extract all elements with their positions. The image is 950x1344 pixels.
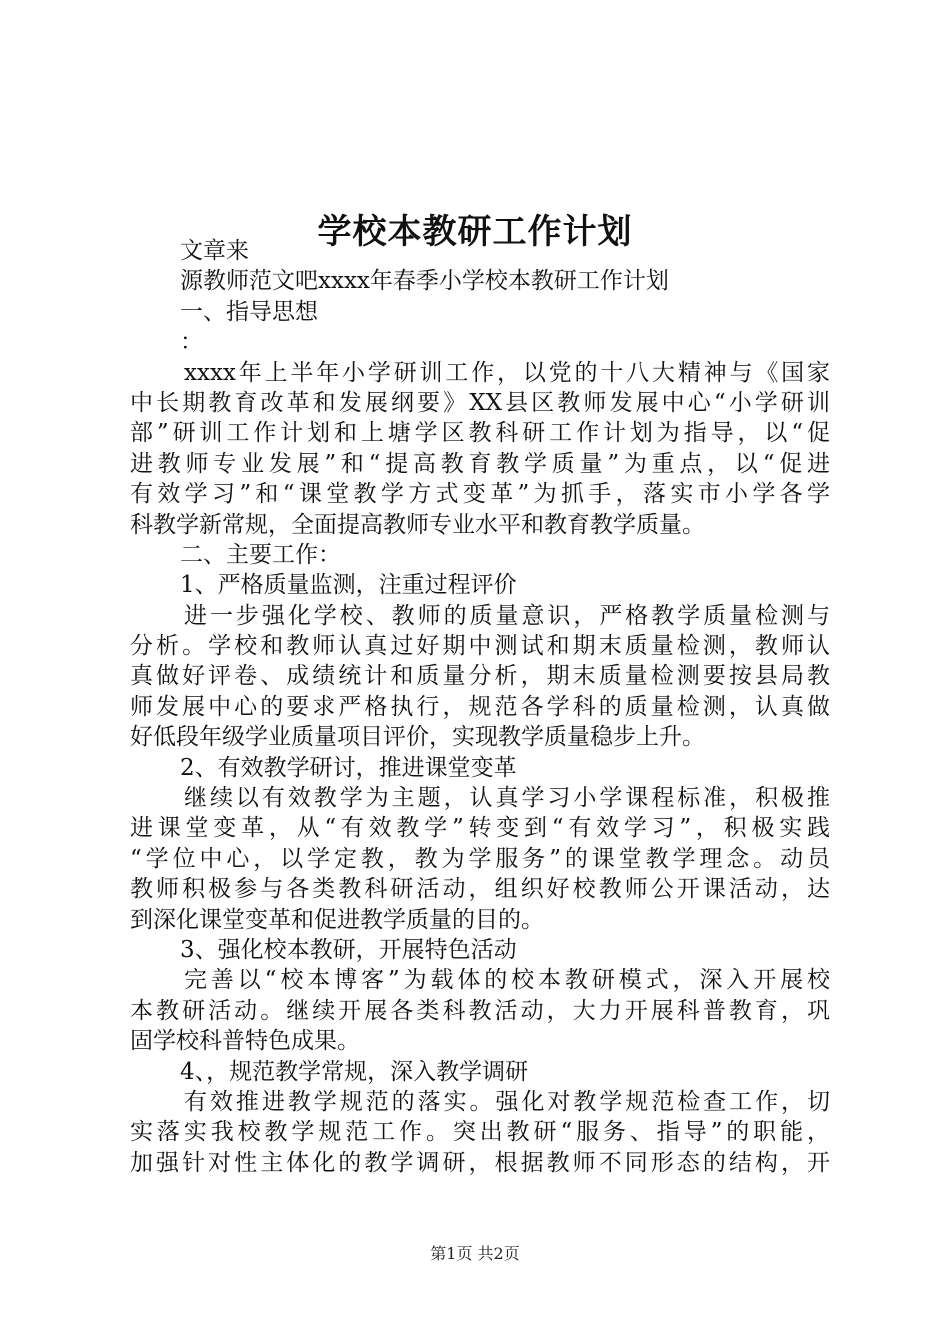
- paragraph-line: 师发展中心的要求严格执行，规范各学科的质量检测，认真做: [130, 693, 830, 720]
- subsection-heading: 2、有效教学研讨，推进课堂变革: [180, 754, 517, 781]
- body-line: 文章来: [180, 238, 249, 264]
- paragraph-line: 有效学习”和“课堂教学方式变革”为抓手，落实市小学各学: [130, 481, 830, 508]
- document-title: 学校本教研工作计划: [317, 211, 633, 252]
- paragraph-line: 实落实我校教学规范工作。突出教研“服务、指导”的职能，: [130, 1119, 830, 1146]
- paragraph-line: 进教师专业发展”和“提高教育教学质量”为重点，以“促进: [130, 450, 830, 477]
- paragraph-line: 中长期教育改革和发展纲要》XX县区教师发展中心“小学研训: [130, 389, 830, 416]
- body-line: 源教师范文吧xxxx年春季小学校本教研工作计划: [180, 268, 669, 295]
- paragraph-line: 完善以“校本博客”为载体的校本教研模式，深入开展校: [184, 967, 830, 994]
- paragraph-line: 继续以有效教学为主题，认真学习小学课程标准，积极推: [184, 785, 830, 812]
- paragraph-line: 加强针对性主体化的教学调研，根据教师不同形态的结构，开: [130, 1149, 830, 1176]
- paragraph-line: 好低段年级学业质量项目评价，实现教学质量稳步上升。: [130, 724, 705, 751]
- body-line: ：: [180, 329, 203, 356]
- paragraph-line: 分析。学校和教师认真过好期中测试和期末质量检测，教师认: [130, 633, 830, 660]
- paragraph-line: 教师积极参与各类教科研活动，组织好校教师公开课活动，达: [130, 876, 830, 903]
- paragraph-line: xxxx年上半年小学研训工作，以党的十八大精神与《国家: [184, 359, 830, 386]
- paragraph-line: 科教学新常规，全面提高教师专业水平和教育教学质量。: [130, 511, 705, 538]
- paragraph-line: 真做好评卷、成绩统计和质量分析，期末质量检测要按县局教: [130, 663, 830, 690]
- paragraph-line: 进一步强化学校、教师的质量意识，严格教学质量检测与: [184, 602, 830, 629]
- subsection-heading: 4、，规范教学常规，深入教学调研: [180, 1058, 529, 1085]
- paragraph-line: 本教研活动。继续开展各类科教活动，大力开展科普教育，巩: [130, 997, 830, 1024]
- subsection-heading: 3、强化校本教研，开展特色活动: [180, 936, 517, 963]
- paragraph-line: 有效推进教学规范的落实。强化对教学规范检查工作，切: [184, 1088, 830, 1115]
- paragraph-line: “学位中心，以学定教，教为学服务”的课堂教学理念。动员: [130, 845, 830, 872]
- section-heading: 二、主要工作：: [180, 541, 341, 568]
- subsection-heading: 1、严格质量监测，注重过程评价: [180, 572, 517, 599]
- paragraph-line: 固学校科普特色成果。: [130, 1028, 360, 1055]
- page-number-footer: 第1页 共2页: [430, 1244, 520, 1263]
- document-body: [130, 236, 830, 1178]
- paragraph-line: 进课堂变革，从“有效教学”转变到“有效学习”，积极实践: [130, 815, 830, 842]
- section-heading: 一、指导思想: [180, 298, 318, 325]
- paragraph-line: 部”研训工作计划和上塘学区教科研工作计划为指导，以“促: [130, 420, 830, 447]
- paragraph-line: 到深化课堂变革和促进教学质量的目的。: [130, 906, 544, 933]
